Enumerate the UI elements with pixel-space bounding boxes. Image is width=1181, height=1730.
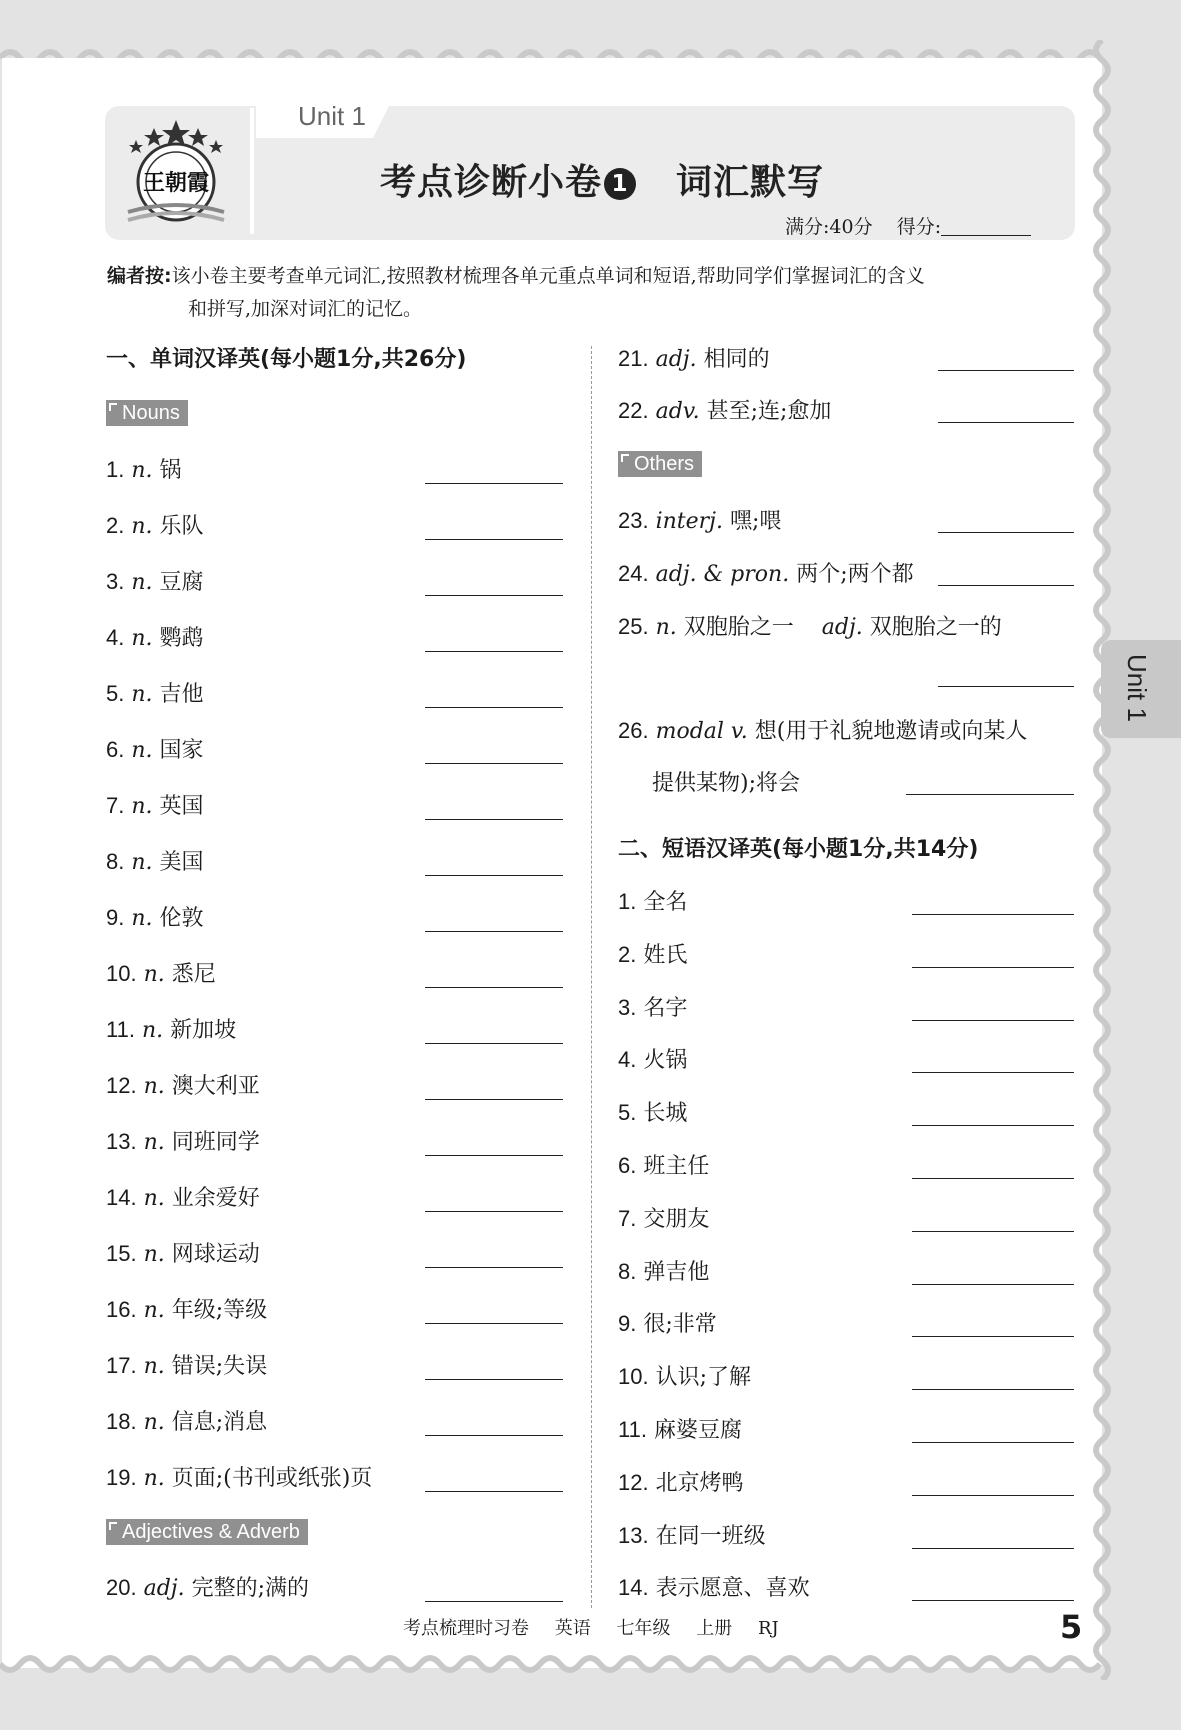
vocab-item-10 (106, 957, 216, 988)
answer-blank[interactable] (912, 1495, 1074, 1496)
answer-blank[interactable] (906, 794, 1074, 795)
item-meaning: 美国 (159, 850, 204, 875)
page-number: 5 (1060, 1608, 1083, 1646)
item-number: 13. (106, 1129, 137, 1154)
title-number-badge: 1 (604, 168, 636, 200)
phrase-number: 6. (618, 1153, 637, 1178)
item-meaning: 相同的 (703, 347, 770, 372)
vocab-item-1 (106, 453, 182, 484)
part-of-speech: n. (655, 615, 677, 640)
answer-blank[interactable] (912, 967, 1074, 968)
phrase-item-9 (618, 1307, 717, 1338)
score-label: 得分: (896, 216, 942, 238)
item-number: 4. (106, 625, 125, 650)
vocab-item-25 (618, 610, 1002, 641)
vocab-item-7 (106, 789, 204, 820)
answer-blank[interactable] (425, 595, 563, 596)
phrase-number: 7. (618, 1205, 637, 1231)
footer-edition: RJ (757, 1618, 779, 1639)
part-of-speech: n. (131, 458, 153, 483)
part-of-speech-2: adj. (821, 615, 863, 640)
score-line (785, 212, 1031, 239)
item-number: 15. (106, 1241, 137, 1266)
vocab-item-16 (106, 1293, 267, 1324)
editor-note-line1: 该小卷主要考查单元词汇,按照教材梳理各单元重点单词和短语,帮助同学们掌握词汇的含义 (171, 265, 925, 287)
vocab-item-13 (106, 1125, 260, 1156)
adjectives-adverb-tag: Adjectives & Adverb (106, 1519, 308, 1545)
item-meaning: 新加坡 (170, 1018, 237, 1043)
phrase-text: 交朋友 (643, 1206, 710, 1232)
item-number: 7. (106, 793, 125, 818)
answer-blank[interactable] (912, 1020, 1074, 1021)
item-meaning: 双胞胎之一 (683, 615, 794, 640)
page-title (380, 154, 824, 205)
answer-blank[interactable] (425, 1435, 563, 1436)
phrase-item-8 (618, 1255, 709, 1286)
phrase-number: 11. (618, 1417, 647, 1442)
item-number: 10. (106, 961, 137, 986)
item-number: 19. (106, 1465, 137, 1490)
answer-blank[interactable] (425, 819, 563, 820)
item-meaning: 锅 (159, 458, 182, 483)
item-number: 5. (106, 681, 125, 706)
item-meaning: 澳大利亚 (171, 1074, 260, 1099)
item-number: 20. (106, 1575, 137, 1600)
answer-blank[interactable] (938, 686, 1074, 687)
title-sub: 词汇默写 (676, 162, 825, 203)
wavy-bottom-border (0, 1650, 1181, 1678)
item-number: 8. (106, 849, 125, 874)
phrase-text: 班主任 (643, 1154, 710, 1179)
part-of-speech: n. (131, 850, 153, 875)
item-number: 1. (106, 457, 125, 482)
item-number: 12. (106, 1073, 137, 1098)
phrase-item-12 (618, 1466, 744, 1497)
phrase-text: 表示愿意、喜欢 (655, 1576, 810, 1602)
item-number: 14. (106, 1185, 137, 1210)
item-meaning: 伦敦 (159, 906, 204, 931)
part-of-speech: n. (131, 514, 153, 539)
phrase-item-5 (618, 1096, 687, 1127)
phrase-text: 认识;了解 (655, 1365, 752, 1391)
phrase-number: 5. (618, 1100, 637, 1126)
phrase-text: 北京烤鸭 (655, 1470, 744, 1496)
phrase-number: 10. (618, 1364, 649, 1390)
part-of-speech: interj. (655, 509, 723, 534)
item-number: 18. (106, 1409, 137, 1434)
phrase-item-6 (618, 1149, 709, 1180)
item-meaning: 吉他 (159, 682, 204, 707)
unit-label: Unit 1 (298, 101, 366, 131)
phrase-item-2 (618, 938, 687, 969)
part-of-speech: n. (131, 626, 153, 651)
item-meaning: 英国 (159, 794, 204, 819)
item-meaning: 豆腐 (159, 570, 204, 595)
answer-blank[interactable] (425, 875, 563, 876)
phrase-number: 8. (618, 1258, 637, 1284)
answer-blank[interactable] (425, 1491, 563, 1492)
phrase-text: 麻婆豆腐 (653, 1418, 742, 1443)
part-of-speech: n. (131, 906, 153, 931)
part-of-speech: adj. (655, 347, 697, 372)
part-of-speech: n. (143, 1410, 165, 1435)
vocab-item-11 (106, 1013, 236, 1044)
phrase-number: 9. (618, 1311, 637, 1337)
answer-blank[interactable] (912, 1072, 1074, 1073)
item-meaning: 业余爱好 (171, 1186, 260, 1211)
part-of-speech: n. (143, 1186, 165, 1211)
vocab-item-9 (106, 901, 204, 932)
part-of-speech: adj. & pron. (655, 562, 790, 587)
answer-blank[interactable] (425, 483, 563, 484)
item-number: 22. (618, 398, 649, 423)
answer-blank[interactable] (425, 931, 563, 932)
answer-blank[interactable] (912, 1336, 1074, 1337)
nouns-tag: Nouns (106, 400, 188, 426)
part-of-speech: n. (131, 738, 153, 763)
vocab-item-18 (106, 1405, 267, 1436)
score-blank[interactable] (941, 217, 1031, 236)
footer-book: 考点梳理时习卷 (403, 1618, 529, 1639)
answer-blank[interactable] (425, 1043, 563, 1044)
vocab-item-21 (618, 342, 770, 373)
answer-blank[interactable] (425, 987, 563, 988)
answer-blank[interactable] (425, 651, 563, 652)
item-meaning-2: 双胞胎之一的 (869, 615, 1002, 640)
part-of-speech: n. (143, 1298, 165, 1323)
vocab-item-8 (106, 845, 204, 876)
vocab-item-12 (106, 1069, 260, 1100)
phrase-item-13 (618, 1519, 766, 1550)
item-meaning: 年级;等级 (171, 1298, 268, 1323)
vocab-item-3 (106, 565, 204, 596)
part-of-speech: modal v. (655, 719, 748, 744)
answer-blank[interactable] (425, 763, 563, 764)
item-number: 6. (106, 737, 125, 762)
column-divider (591, 346, 592, 1608)
answer-blank[interactable] (938, 370, 1074, 371)
answer-blank[interactable] (425, 1155, 563, 1156)
answer-blank[interactable] (425, 1211, 563, 1212)
vocab-item-24 (618, 557, 914, 588)
item-meaning: 两个;两个都 (796, 562, 914, 587)
phrase-text: 火锅 (643, 1048, 688, 1074)
part-of-speech: n. (131, 570, 153, 595)
unit-side-tab (1101, 640, 1181, 738)
full-score: 满分:40分 (785, 216, 873, 238)
wavy-right-border (1088, 40, 1116, 1680)
phrase-text: 姓氏 (643, 942, 688, 968)
title-main: 考点诊断小卷 (380, 162, 603, 203)
item-number: 21. (618, 346, 649, 371)
vocab-item-22 (618, 394, 831, 425)
answer-blank[interactable] (912, 1125, 1074, 1126)
phrase-item-10 (618, 1360, 751, 1391)
answer-blank[interactable] (425, 707, 563, 708)
phrase-text: 全名 (643, 890, 688, 915)
item-meaning: 网球运动 (171, 1242, 260, 1267)
item-number: 16. (106, 1297, 137, 1322)
item-meaning: 想(用于礼貌地邀请或向某人 (754, 719, 1028, 744)
phrase-number: 2. (618, 941, 637, 967)
phrase-item-4 (618, 1043, 687, 1074)
vocab-item-26 (618, 714, 1027, 745)
item-number: 2. (106, 513, 125, 538)
phrase-item-3 (618, 991, 687, 1022)
item-number: 23. (618, 508, 649, 533)
answer-blank[interactable] (938, 585, 1074, 586)
phrase-number: 1. (618, 889, 637, 914)
footer-subject: 英语 (554, 1618, 591, 1639)
vocab-item-14 (106, 1181, 260, 1212)
footer (403, 1614, 799, 1640)
phrase-text: 长城 (643, 1101, 688, 1127)
part-of-speech: n. (131, 682, 153, 707)
header-divider (250, 108, 254, 234)
item-number: 26. (618, 718, 649, 743)
editor-note-label: 编者按: (107, 265, 172, 287)
answer-blank[interactable] (938, 532, 1074, 533)
part-of-speech: adv. (655, 399, 700, 424)
item-number: 24. (618, 561, 649, 586)
answer-blank[interactable] (912, 1231, 1074, 1232)
footer-volume: 上册 (696, 1618, 733, 1639)
item-meaning: 页面;(书刊或纸张)页 (171, 1466, 373, 1491)
answer-blank[interactable] (425, 539, 563, 540)
item-meaning: 同班同学 (171, 1130, 260, 1155)
editor-note-line2: 和拼写,加深对词汇的记忆。 (188, 298, 423, 320)
item-number: 11. (106, 1017, 135, 1042)
phrase-item-1 (618, 885, 687, 916)
phrase-number: 4. (618, 1047, 637, 1073)
answer-blank[interactable] (912, 1442, 1074, 1443)
part-of-speech: n. (143, 1130, 165, 1155)
vocab-item-23 (618, 504, 781, 535)
phrase-item-11 (618, 1413, 742, 1444)
item-number: 17. (106, 1353, 137, 1378)
vocab-item-15 (106, 1237, 260, 1268)
phrase-number: 12. (618, 1469, 649, 1495)
answer-blank[interactable] (912, 1178, 1074, 1179)
answer-blank[interactable] (425, 1323, 563, 1324)
phrase-number: 3. (618, 994, 637, 1020)
logo-text: 王朝霞 (142, 170, 210, 196)
vocab-item-5 (106, 677, 204, 708)
item-meaning: 信息;消息 (171, 1410, 268, 1435)
vocab-item-4 (106, 621, 204, 652)
answer-blank[interactable] (425, 1601, 563, 1602)
phrase-text: 很;非常 (643, 1312, 717, 1338)
vocab-item-20 (106, 1571, 309, 1602)
answer-blank[interactable] (938, 422, 1074, 423)
item-meaning: 鹦鹉 (159, 626, 204, 651)
answer-blank[interactable] (425, 1379, 563, 1380)
phrase-text: 名字 (643, 995, 688, 1021)
part-of-speech: n. (131, 794, 153, 819)
item-number: 3. (106, 569, 125, 594)
part-of-speech: n. (143, 1074, 165, 1099)
answer-blank[interactable] (425, 1099, 563, 1100)
answer-blank[interactable] (912, 1284, 1074, 1285)
footer-grade: 七年级 (616, 1618, 671, 1639)
vocab-item-26-continued: 提供某物);将会 (652, 771, 800, 796)
vocab-item-6 (106, 733, 204, 764)
answer-blank[interactable] (912, 1548, 1074, 1549)
phrase-item-14 (618, 1571, 810, 1602)
vocab-item-19 (106, 1461, 372, 1492)
phrase-text: 弹吉他 (643, 1259, 710, 1285)
part-of-speech: adj. (143, 1576, 185, 1601)
part-of-speech: n. (143, 1354, 165, 1379)
item-meaning: 国家 (159, 738, 204, 763)
phrase-number: 14. (618, 1575, 649, 1601)
answer-blank[interactable] (912, 1600, 1074, 1601)
phrase-item-7 (618, 1202, 709, 1233)
side-tab-label: Unit 1 (1122, 654, 1152, 722)
vocab-item-17 (106, 1349, 267, 1380)
part-of-speech: n. (143, 1242, 165, 1267)
answer-blank[interactable] (425, 1267, 563, 1268)
others-tag: Others (618, 451, 702, 477)
item-meaning: 嘿;喂 (730, 509, 782, 534)
item-number: 25. (618, 614, 649, 639)
item-meaning: 错误;失误 (171, 1354, 268, 1379)
item-meaning: 甚至;连;愈加 (706, 399, 832, 424)
publisher-logo-icon (124, 116, 228, 224)
answer-blank[interactable] (912, 1389, 1074, 1390)
part-of-speech: n. (143, 962, 165, 987)
item-number: 9. (106, 905, 125, 930)
phrase-number: 13. (618, 1522, 649, 1548)
answer-blank[interactable] (912, 914, 1074, 915)
item-meaning: 完整的;满的 (191, 1576, 310, 1601)
editor-note (107, 260, 1077, 326)
section1-title: 一、单词汉译英(每小题1分,共26分) (106, 347, 467, 372)
part-of-speech: n. (143, 1466, 165, 1491)
item-meaning: 乐队 (159, 514, 204, 539)
item-meaning: 悉尼 (171, 962, 216, 987)
part-of-speech: n. (141, 1018, 164, 1043)
phrase-text: 在同一班级 (655, 1523, 766, 1549)
section2-title: 二、短语汉译英(每小题1分,共14分) (618, 837, 979, 862)
vocab-item-2 (106, 509, 204, 540)
